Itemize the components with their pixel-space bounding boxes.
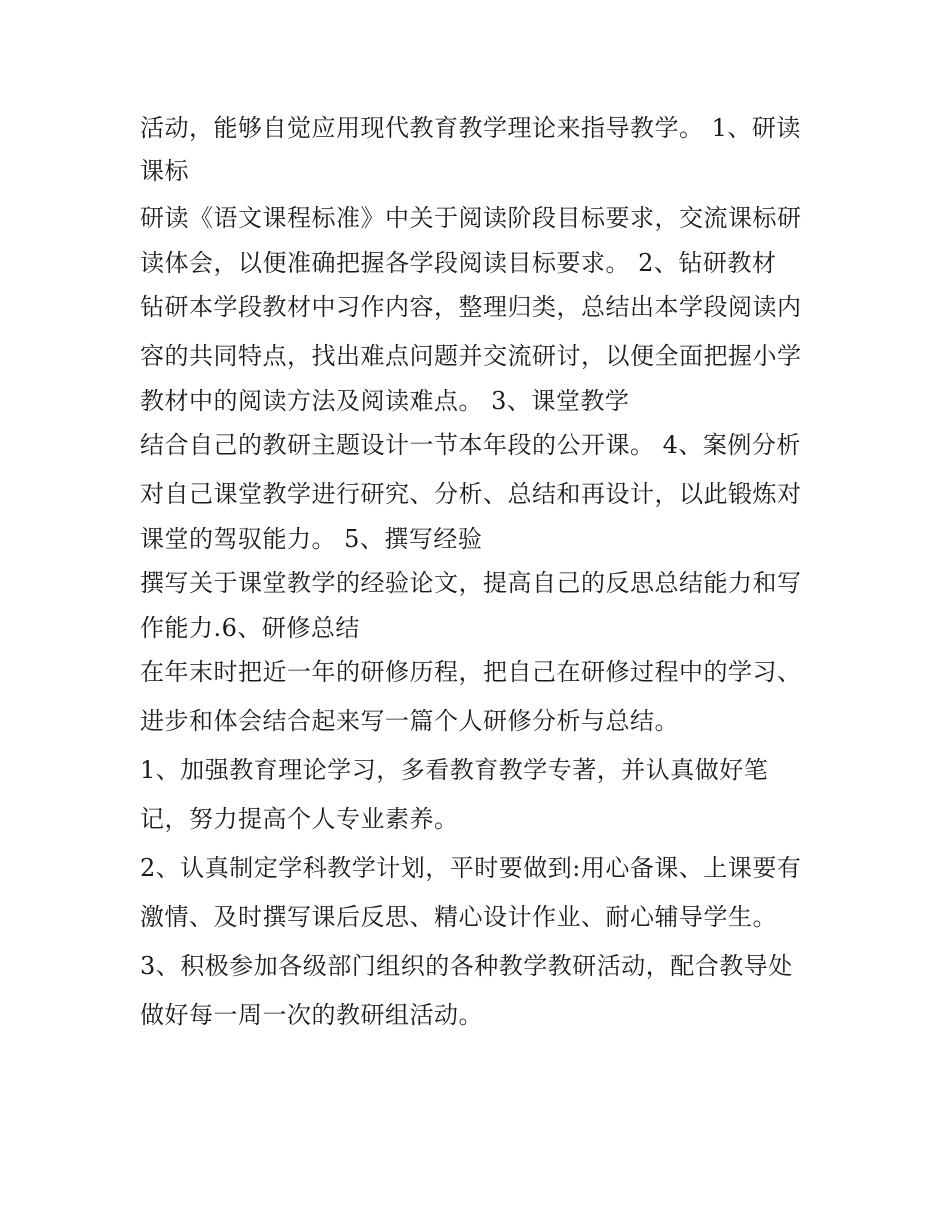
text-line: 3、积极参加各级部门组织的各种教学教研活动，配合教导处 xyxy=(140,952,793,980)
text-line: 激情、及时撰写课后反思、精心设计作业、耐心辅导学生。 xyxy=(140,903,777,931)
text-line: 活动，能够自觉应用现代教育教学理论来指导教学。 1、研读 xyxy=(140,114,801,142)
text-line: 钻研本学段教材中习作内容，整理归类，总结出本学段阅读内 xyxy=(140,293,802,321)
text-line: 教材中的阅读方法及阅读难点。 3、课堂教学 xyxy=(140,387,630,415)
text-line: 做好每一周一次的教研组活动。 xyxy=(140,1001,483,1029)
text-line: 研读《语文课程标准》中关于阅读阶段目标要求，交流课标研 xyxy=(140,204,802,232)
text-line: 读体会，以便准确把握各学段阅读目标要求。 2、钻研教材 xyxy=(140,249,777,277)
text-line: 撰写关于课堂教学的经验论文，提高自己的反思总结能力和写 xyxy=(140,569,802,597)
text-line: 容的共同特点，找出难点问题并交流研讨，以便全面把握小学 xyxy=(140,342,802,370)
text-line: 课标 xyxy=(140,157,189,185)
text-line: 进步和体会结合起来写一篇个人研修分析与总结。 xyxy=(140,707,679,735)
text-line: 记，努力提高个人专业素养。 xyxy=(140,805,459,833)
document-body xyxy=(140,108,820,1040)
text-line: 1、加强教育理论学习，多看教育教学专著，并认真做好笔 xyxy=(140,756,769,784)
text-line: 2、认真制定学科教学计划，平时要做到:用心备课、上课要有 xyxy=(140,854,802,882)
text-line: 作能力.6、研修总结 xyxy=(140,614,360,642)
text-line: 课堂的驾驭能力。 5、撰写经验 xyxy=(140,525,483,553)
text-line: 在年末时把近一年的研修历程，把自己在研修过程中的学习、 xyxy=(140,658,802,686)
text-line: 结合自己的教研主题设计一节本年段的公开课。 4、案例分析 xyxy=(140,431,801,459)
text-line: 对自己课堂教学进行研究、分析、总结和再设计，以此锻炼对 xyxy=(140,480,802,508)
